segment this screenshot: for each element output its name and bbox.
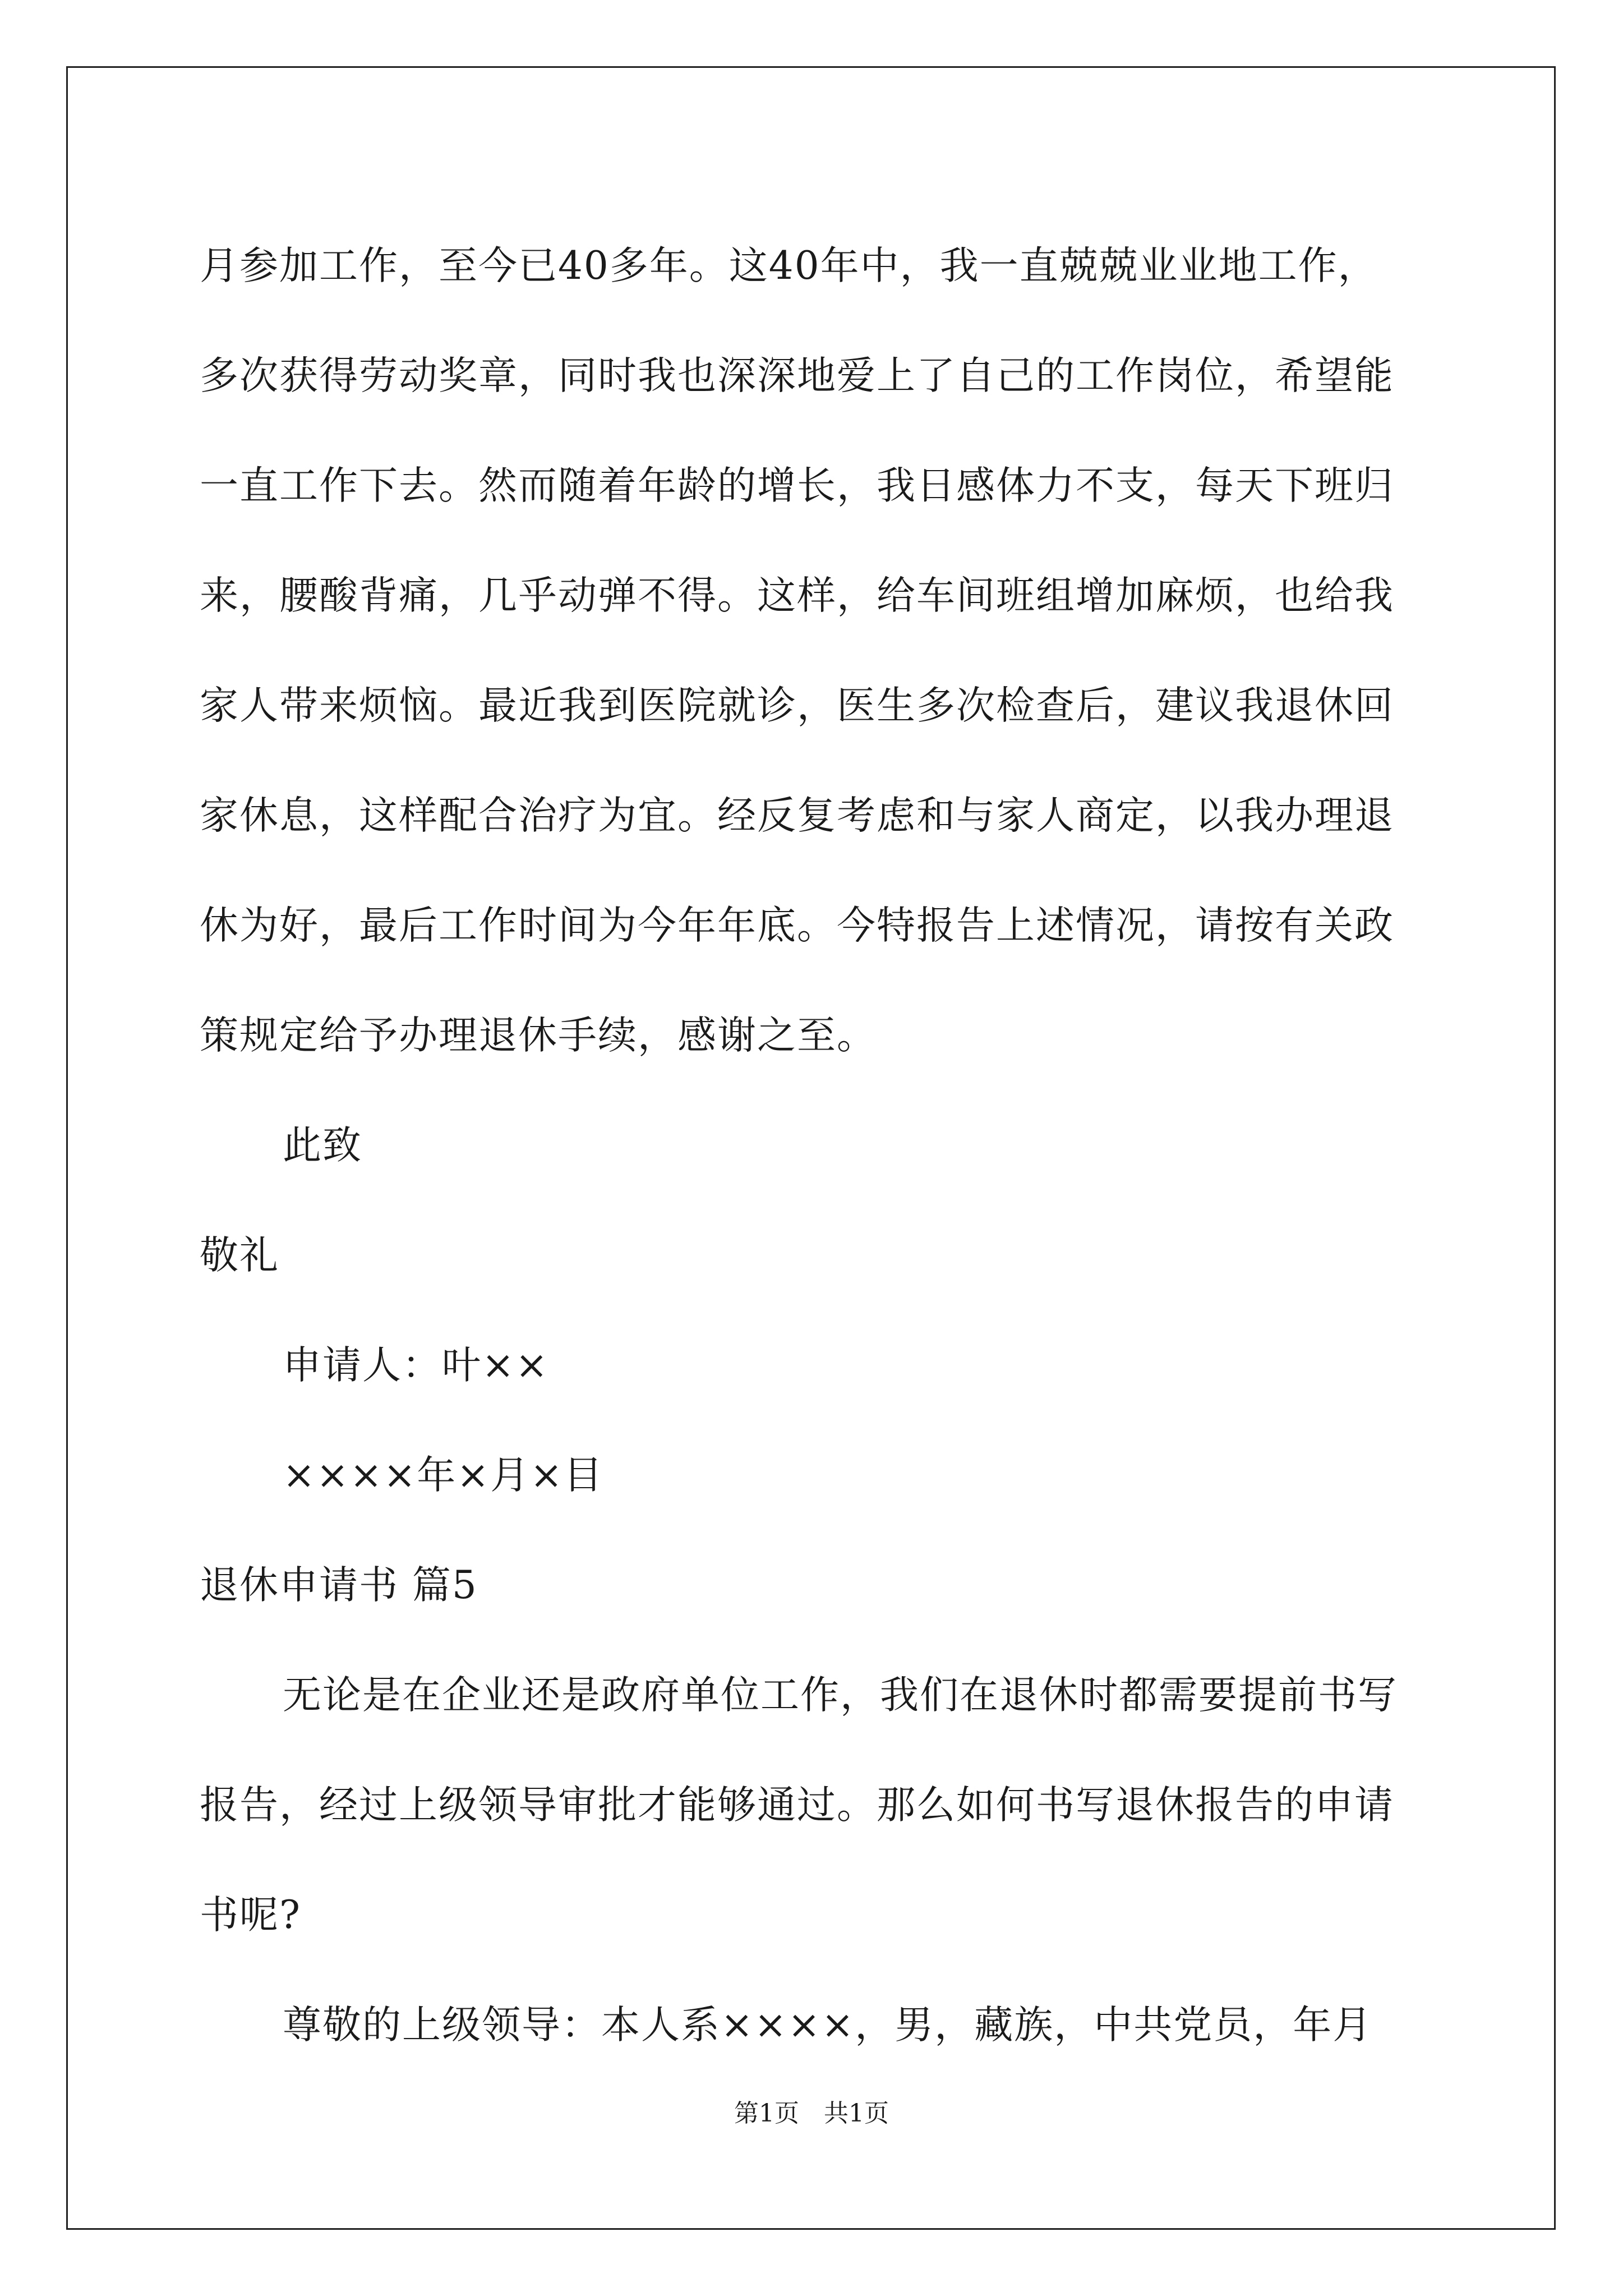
paragraph-line: 来，腰酸背痛，几乎动弹不得。这样，给车间班组增加麻烦，也给我 — [200, 573, 1394, 618]
applicant-signature: 申请人：叶×× — [283, 1343, 549, 1388]
document-body — [200, 211, 1428, 2080]
page-number-footer: 第1页 共1页 — [734, 2099, 889, 2128]
paragraph-line: 月参加工作，至今已40多年。这40年中，我一直兢兢业业地工作， — [200, 243, 1378, 288]
salutation-closing: 此致 — [283, 1123, 362, 1168]
paragraph-line: 休为好，最后工作时间为今年年底。今特报告上述情况，请按有关政 — [200, 903, 1394, 948]
paragraph-line: 家休息，这样配合治疗为宜。经反复考虑和与家人商定，以我办理退 — [200, 793, 1394, 838]
paragraph-line: 报告，经过上级领导审批才能够通过。那么如何书写退休报告的申请 — [200, 1783, 1394, 1828]
salutation-regards: 敬礼 — [200, 1233, 279, 1278]
paragraph-line: 尊敬的上级领导：本人系××××，男，藏族，中共党员，年月 — [283, 2003, 1373, 2047]
date-line: ××××年×月×目 — [283, 1453, 603, 1498]
paragraph-line: 无论是在企业还是政府单位工作，我们在退休时都需要提前书写 — [283, 1673, 1398, 1718]
paragraph-line: 策规定给予办理退休手续，感谢之至。 — [200, 1013, 877, 1058]
paragraph-line: 多次获得劳动奖章，同时我也深深地爱上了自己的工作岗位，希望能 — [200, 353, 1394, 398]
paragraph-line: 家人带来烦恼。最近我到医院就诊，医生多次检查后，建议我退休回 — [200, 683, 1394, 728]
paragraph-line: 书呢? — [200, 1893, 301, 1938]
section-heading: 退休申请书 篇5 — [200, 1563, 478, 1608]
paragraph-line: 一直工作下去。然而随着年龄的增长，我日感体力不支，每天下班归 — [200, 463, 1394, 508]
